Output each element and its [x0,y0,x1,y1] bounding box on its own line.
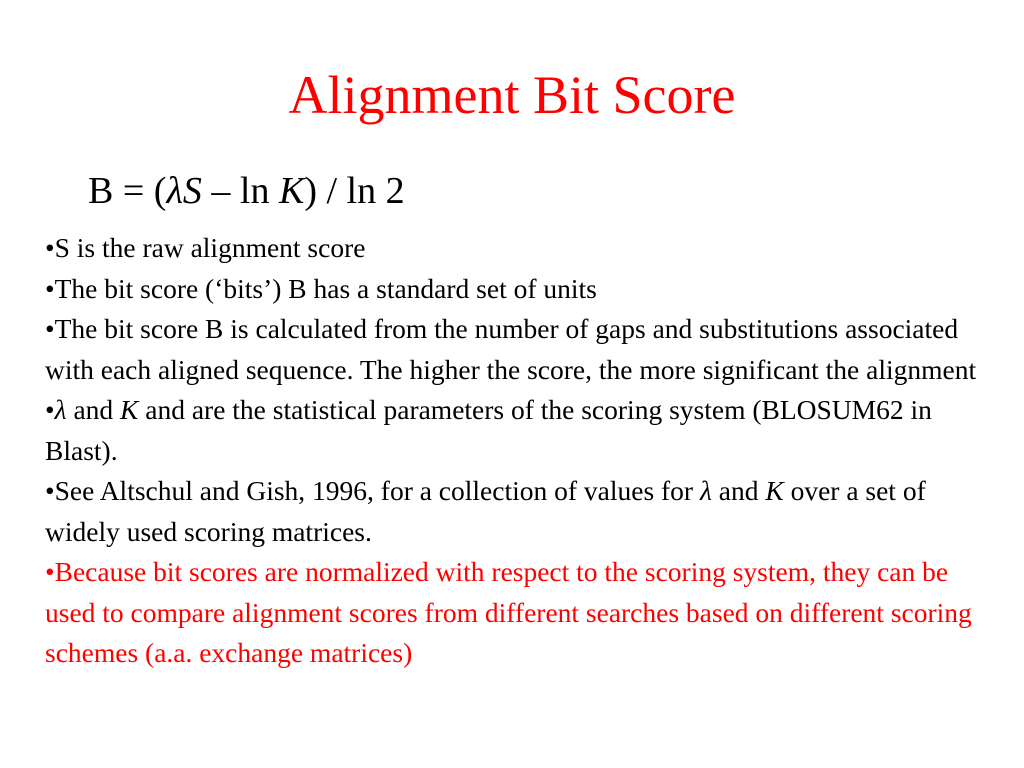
bullet-text: and are the statistical parameters of the scoring system (BLOSUM62 in Blast). [45,394,932,466]
bullet-text: and [711,475,766,506]
k-symbol: K [765,475,784,506]
formula-s: S [182,170,202,212]
slide-title: Alignment Bit Score [288,65,736,125]
bullet-list [45,228,980,674]
lambda-symbol: λ [54,394,67,425]
bullet-units: •The bit score (‘bits’) B has a standard set of units [45,272,597,304]
formula-lambda: λ [166,170,183,212]
bullet-parameters [45,390,980,471]
bullet-reference [45,471,980,552]
bullet-text: and [66,394,121,425]
formula-prefix: B = ( [88,170,167,212]
bullet-text: over a set of widely used scoring matrices. [45,475,926,547]
bullet-calculation: •The bit score B is calculated from the number of gaps and substitutions associated with each aligned sequence. The higher the score, the more significant the alignment [45,313,977,385]
bullet-raw-score: •S is the raw alignment score [45,232,366,263]
bullet-text: •See Altschul and Gish, 1996, for a collection of values for [45,475,700,506]
k-symbol: K [120,394,139,425]
bullet-normalization-note: •Because bit scores are normalized with respect to the scoring system, they can be used to compare alignment scores from different searches based on different scoring schemes (a.a. exchange matrices) [45,556,972,668]
formula-k: K [278,170,305,212]
lambda-symbol: λ [699,475,712,506]
formula-minus-ln: – ln [201,170,279,212]
formula-suffix: ) / ln 2 [304,170,405,212]
bit-score-formula [88,166,405,216]
bullet-mark: • [45,394,55,425]
